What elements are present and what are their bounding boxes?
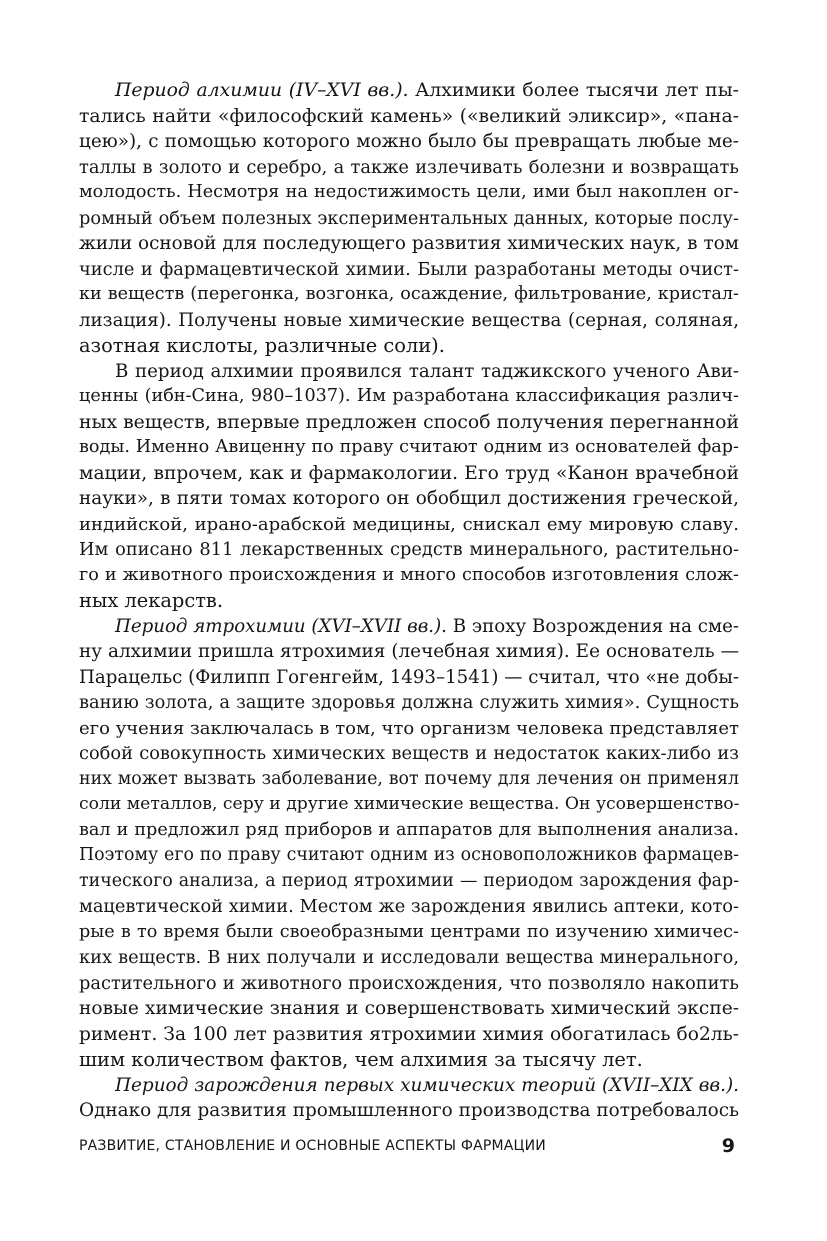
section-lead-iatrochemistry: Период ятрохимии (XVI–XVII вв.). <box>115 615 447 637</box>
text-line: растительного и животного происхождения, что позволяло накопить <box>79 972 739 994</box>
text-line: таллы в золото и серебро, а также излечивать болезни и возвращать <box>79 156 739 178</box>
text-line: Период ятрохимии (XVI–XVII вв.). В эпоху Возрождения на сме- <box>115 615 739 637</box>
text-line: ванию золота, а защите здоровья должна служить химия». Сущность <box>79 692 739 713</box>
text-line: ных лекарств. <box>79 589 224 612</box>
text-line: Поэтому его по праву считают одним из основоположников фармацев- <box>79 845 739 865</box>
text-line: ких веществ. В них получали и исследовали вещества минерального, <box>79 947 739 968</box>
text-line: тались найти «философский камень» («великий эликсир», «пана- <box>79 105 739 127</box>
text-line: индийской, ирано-арабской медицины, снискал ему мировую славу. <box>79 513 739 535</box>
text-line: собой совокупность химических веществ и недостаток каких-либо из <box>79 743 739 764</box>
text-line: Им описано 811 лекарственных средств минерального, растительно- <box>79 539 739 560</box>
page-number: 9 <box>721 1135 735 1157</box>
text-line <box>79 1073 739 1099</box>
text-line: числе и фармацевтической химии. Были разработаны методы очист- <box>79 258 739 280</box>
paragraph-alchemy <box>79 78 739 359</box>
text-line: жили основой для последующего развития химических наук, в том <box>79 233 739 254</box>
text-line: ну алхимии пришла ятрохимия (лечебная химия). Ее основатель — <box>79 641 739 662</box>
text-line: воды. Именно Авиценну по праву считают одним из основателей фар- <box>79 437 739 457</box>
text-line: азотная кислоты, различные соли). <box>79 334 445 357</box>
section-lead-alchemy: Период алхимии (IV–XVI вв.). <box>115 80 409 101</box>
text-line: Однако для развития промышленного производства потребовалось <box>79 1100 740 1121</box>
text-line: шим количеством фактов, чем алхимия за тысячу лет. <box>79 1048 643 1071</box>
text-line: ценны (ибн-Сина, 980–1037). Им разработана классификация различ- <box>79 386 739 406</box>
text-line: мацевтической химии. Местом же зарождения явились аптеки, кото- <box>79 896 739 917</box>
text-line: новые химические знания и совершенствовать химический экспе- <box>79 998 739 1019</box>
text-line: мации, впрочем, как и фармакологии. Его труд «Канон врачебной <box>79 462 739 484</box>
paragraph-avicenna <box>79 359 739 614</box>
running-head: РАЗВИТИЕ, СТАНОВЛЕНИЕ И ОСНОВНЫЕ АСПЕКТЫ ФАРМАЦИИ <box>79 1138 546 1154</box>
text-line: молодость. Несмотря на недостижимость цели, ими был накоплен ог- <box>79 182 739 202</box>
text-line: науки», в пяти томах которого он обобщил достижения греческой, <box>79 488 739 509</box>
text-line: Период алхимии (IV–XVI вв.). Алхимики более тысячи лет пы- <box>115 80 739 101</box>
text-line: римент. За 100 лет развития ятрохимии химия обогатилась бо2ль- <box>79 1023 739 1045</box>
body-text <box>79 78 739 1124</box>
text-line: цею»), с помощью которого можно было бы превращать любые ме- <box>79 131 739 152</box>
text-line: рые в то время были своеобразными центрами по изучению химичес- <box>79 921 739 942</box>
text-line: Парацельс (Филипп Гогенгейм, 1493–1541) — считал, что «не добы- <box>79 666 739 688</box>
section-lead-first-theories: Период зарождения первых химических теорий (XVII–XIX вв.). <box>115 1074 739 1096</box>
text-line: его учения заключалась в том, что организм человека представляет <box>79 717 739 739</box>
text-line: го и животного происхождения и много способов изготовления слож- <box>79 564 739 585</box>
text-line: ромный объем полезных экспериментальных данных, которые послу- <box>79 207 739 229</box>
text-line: тического анализа, а период ятрохимии — периодом зарождения фар- <box>79 870 739 891</box>
text-line: них может вызвать заболевание, вот почему для лечения он применял <box>79 768 739 789</box>
text-line: ных веществ, впервые предложен способ получения перегнанной <box>79 411 739 433</box>
paragraph-first-theories <box>79 1073 739 1124</box>
paragraph-iatrochemistry <box>79 614 739 1073</box>
text-line: ки веществ (перегонка, возгонка, осаждение, фильтрование, кристал- <box>79 284 739 304</box>
text-line: лизация). Получены новые химические вещества (серная, соляная, <box>79 309 739 331</box>
text-line: соли металлов, серу и другие химические вещества. Он усовершенство- <box>79 794 740 814</box>
text-line: вал и предложил ряд приборов и аппаратов для выполнения анализа. <box>79 819 739 840</box>
page-footer <box>79 1136 739 1158</box>
text-line: В период алхимии проявился талант таджикского ученого Ави- <box>115 360 739 382</box>
